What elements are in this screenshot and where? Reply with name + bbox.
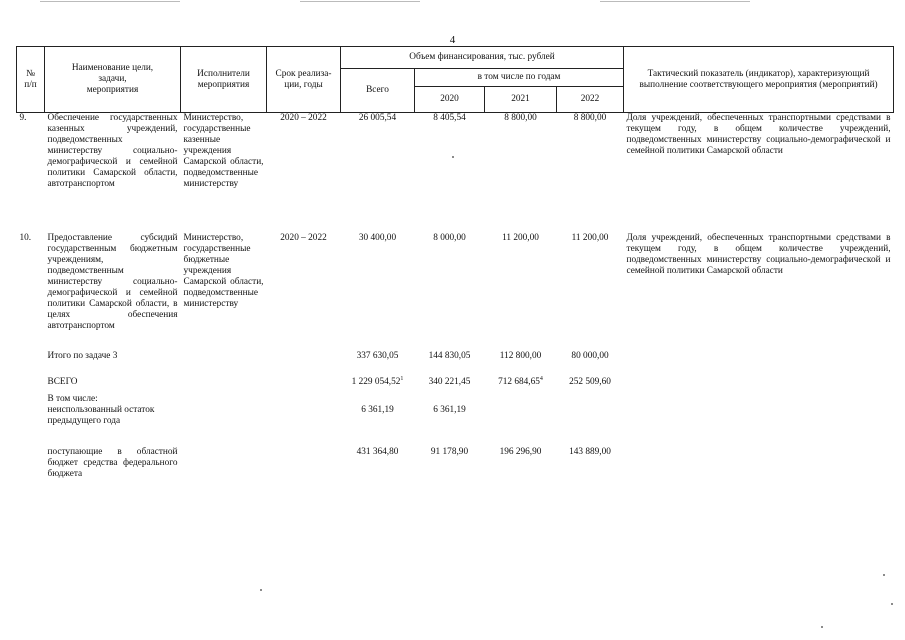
vsego-2021-note: 4: [539, 375, 543, 382]
scan-artifact-dot: [452, 156, 454, 158]
row-total: 30 400,00: [358, 233, 397, 243]
row-2020: 8 000,00: [433, 233, 466, 243]
header-financing: Объем финансирования, тыс. рублей: [341, 47, 624, 69]
header-year-2021: 2021: [485, 87, 557, 113]
vsego-row: [17, 377, 894, 394]
header-by-years: в том числе по годам: [415, 69, 624, 87]
vsego-2021-cell: [485, 377, 557, 394]
page-number: 4: [449, 34, 456, 46]
federal-2022: 143 889,00: [569, 447, 611, 457]
header-year-2022: 2022: [557, 87, 624, 113]
row-name: Обеспечение государственных казенных учреждений, подведомственных министерству социально-демографической и семейной политики Самарской области, автотранспортом: [47, 113, 178, 189]
row-2021: 11 200,00: [502, 233, 539, 243]
row-name: Предоставление субсидий государственным бюджетным учреждениям, подведомственным министерству социально-демографической и семейной политики Самарской области, в целях обеспечения автотранспортом: [47, 233, 178, 331]
table-row: [17, 233, 894, 351]
including-total: 6 361,19: [361, 405, 394, 415]
financing-table: [16, 46, 894, 487]
vsego-total-cell: [341, 377, 415, 394]
itogo-label: Итого по задаче 3: [47, 351, 118, 361]
row-2022: 8 800,00: [573, 113, 607, 123]
vsego-2020: 340 221,45: [428, 377, 471, 387]
vsego-2021: 712 684,65: [498, 377, 540, 387]
federal-2020: 91 178,90: [430, 447, 469, 457]
vsego-label: ВСЕГО: [47, 377, 78, 387]
row-term: 2020 – 2022: [280, 233, 327, 243]
including-label-cell: [45, 394, 341, 447]
unused-balance-label: неиспользованный остаток предыдущего года: [47, 404, 155, 426]
including-row: [17, 394, 894, 447]
vsego-2022: 252 509,60: [569, 377, 611, 387]
federal-2021: 196 296,90: [499, 447, 542, 457]
federal-total: 431 364,80: [356, 447, 399, 457]
header-num: № п/п: [17, 47, 45, 113]
row-indicator: Доля учреждений, обеспеченных транспортными средствами в текущем году, в общем количестве учреждений, подведомственных министерству социально-демографической и семейной политики Самарской области: [626, 113, 891, 156]
including-2020: 6 361,19: [433, 405, 466, 415]
itogo-2020: 144 830,05: [428, 351, 471, 361]
including-label: В том числе:: [47, 394, 98, 404]
table-row: [17, 113, 894, 234]
row-2020: 8 405,54: [433, 113, 466, 123]
scan-artifact-dot: [883, 574, 885, 576]
header-indicator: Тактический показатель (индикатор), характеризующий выполнение соответствующего мероприятия (мероприятий): [624, 47, 894, 113]
itogo-2022: 80 000,00: [571, 351, 609, 361]
row-term: 2020 – 2022: [280, 113, 327, 123]
itogo-2021: 112 800,00: [499, 351, 542, 361]
scan-artifact-dot: [260, 589, 262, 591]
header-year-2020: 2020: [415, 87, 485, 113]
scan-artifact-line: [600, 1, 750, 2]
row-indicator: Доля учреждений, обеспеченных транспортными средствами в текущем году, в общем количестве учреждений, подведомственных министерству социально-демографической и семейной политики Самарской области: [626, 233, 891, 276]
federal-label: поступающие в областной бюджет средства федерального бюджета: [47, 447, 178, 479]
federal-row: [17, 447, 894, 487]
scan-artifact-line: [300, 1, 420, 2]
header-name: Наименование цели, задачи, мероприятия: [45, 47, 181, 113]
row-executors: Министерство, государственные казенные учреждения Самарской области, подведомственные министерству: [183, 113, 264, 189]
scan-artifact-dot: [821, 626, 823, 628]
row-executors: Министерство, государственные бюджетные учреждения Самарской области, подведомственные министерству: [183, 233, 264, 309]
scan-artifact-dot: [891, 603, 893, 605]
row-num: 9.: [19, 113, 27, 123]
header-term: Срок реализа- ции, годы: [267, 47, 341, 113]
vsego-total-note: 1: [400, 375, 404, 382]
header-total: Всего: [341, 69, 415, 113]
row-total: 26 005,54: [358, 113, 397, 123]
row-2021: 8 800,00: [504, 113, 537, 123]
row-num: 10.: [19, 233, 32, 243]
row-2022: 11 200,00: [571, 233, 609, 243]
itogo-row: [17, 351, 894, 377]
header-executors: Исполнители мероприятия: [181, 47, 267, 113]
itogo-total: 337 630,05: [356, 351, 399, 361]
vsego-total: 1 229 054,52: [351, 377, 401, 387]
scan-artifact-line: [40, 1, 180, 2]
